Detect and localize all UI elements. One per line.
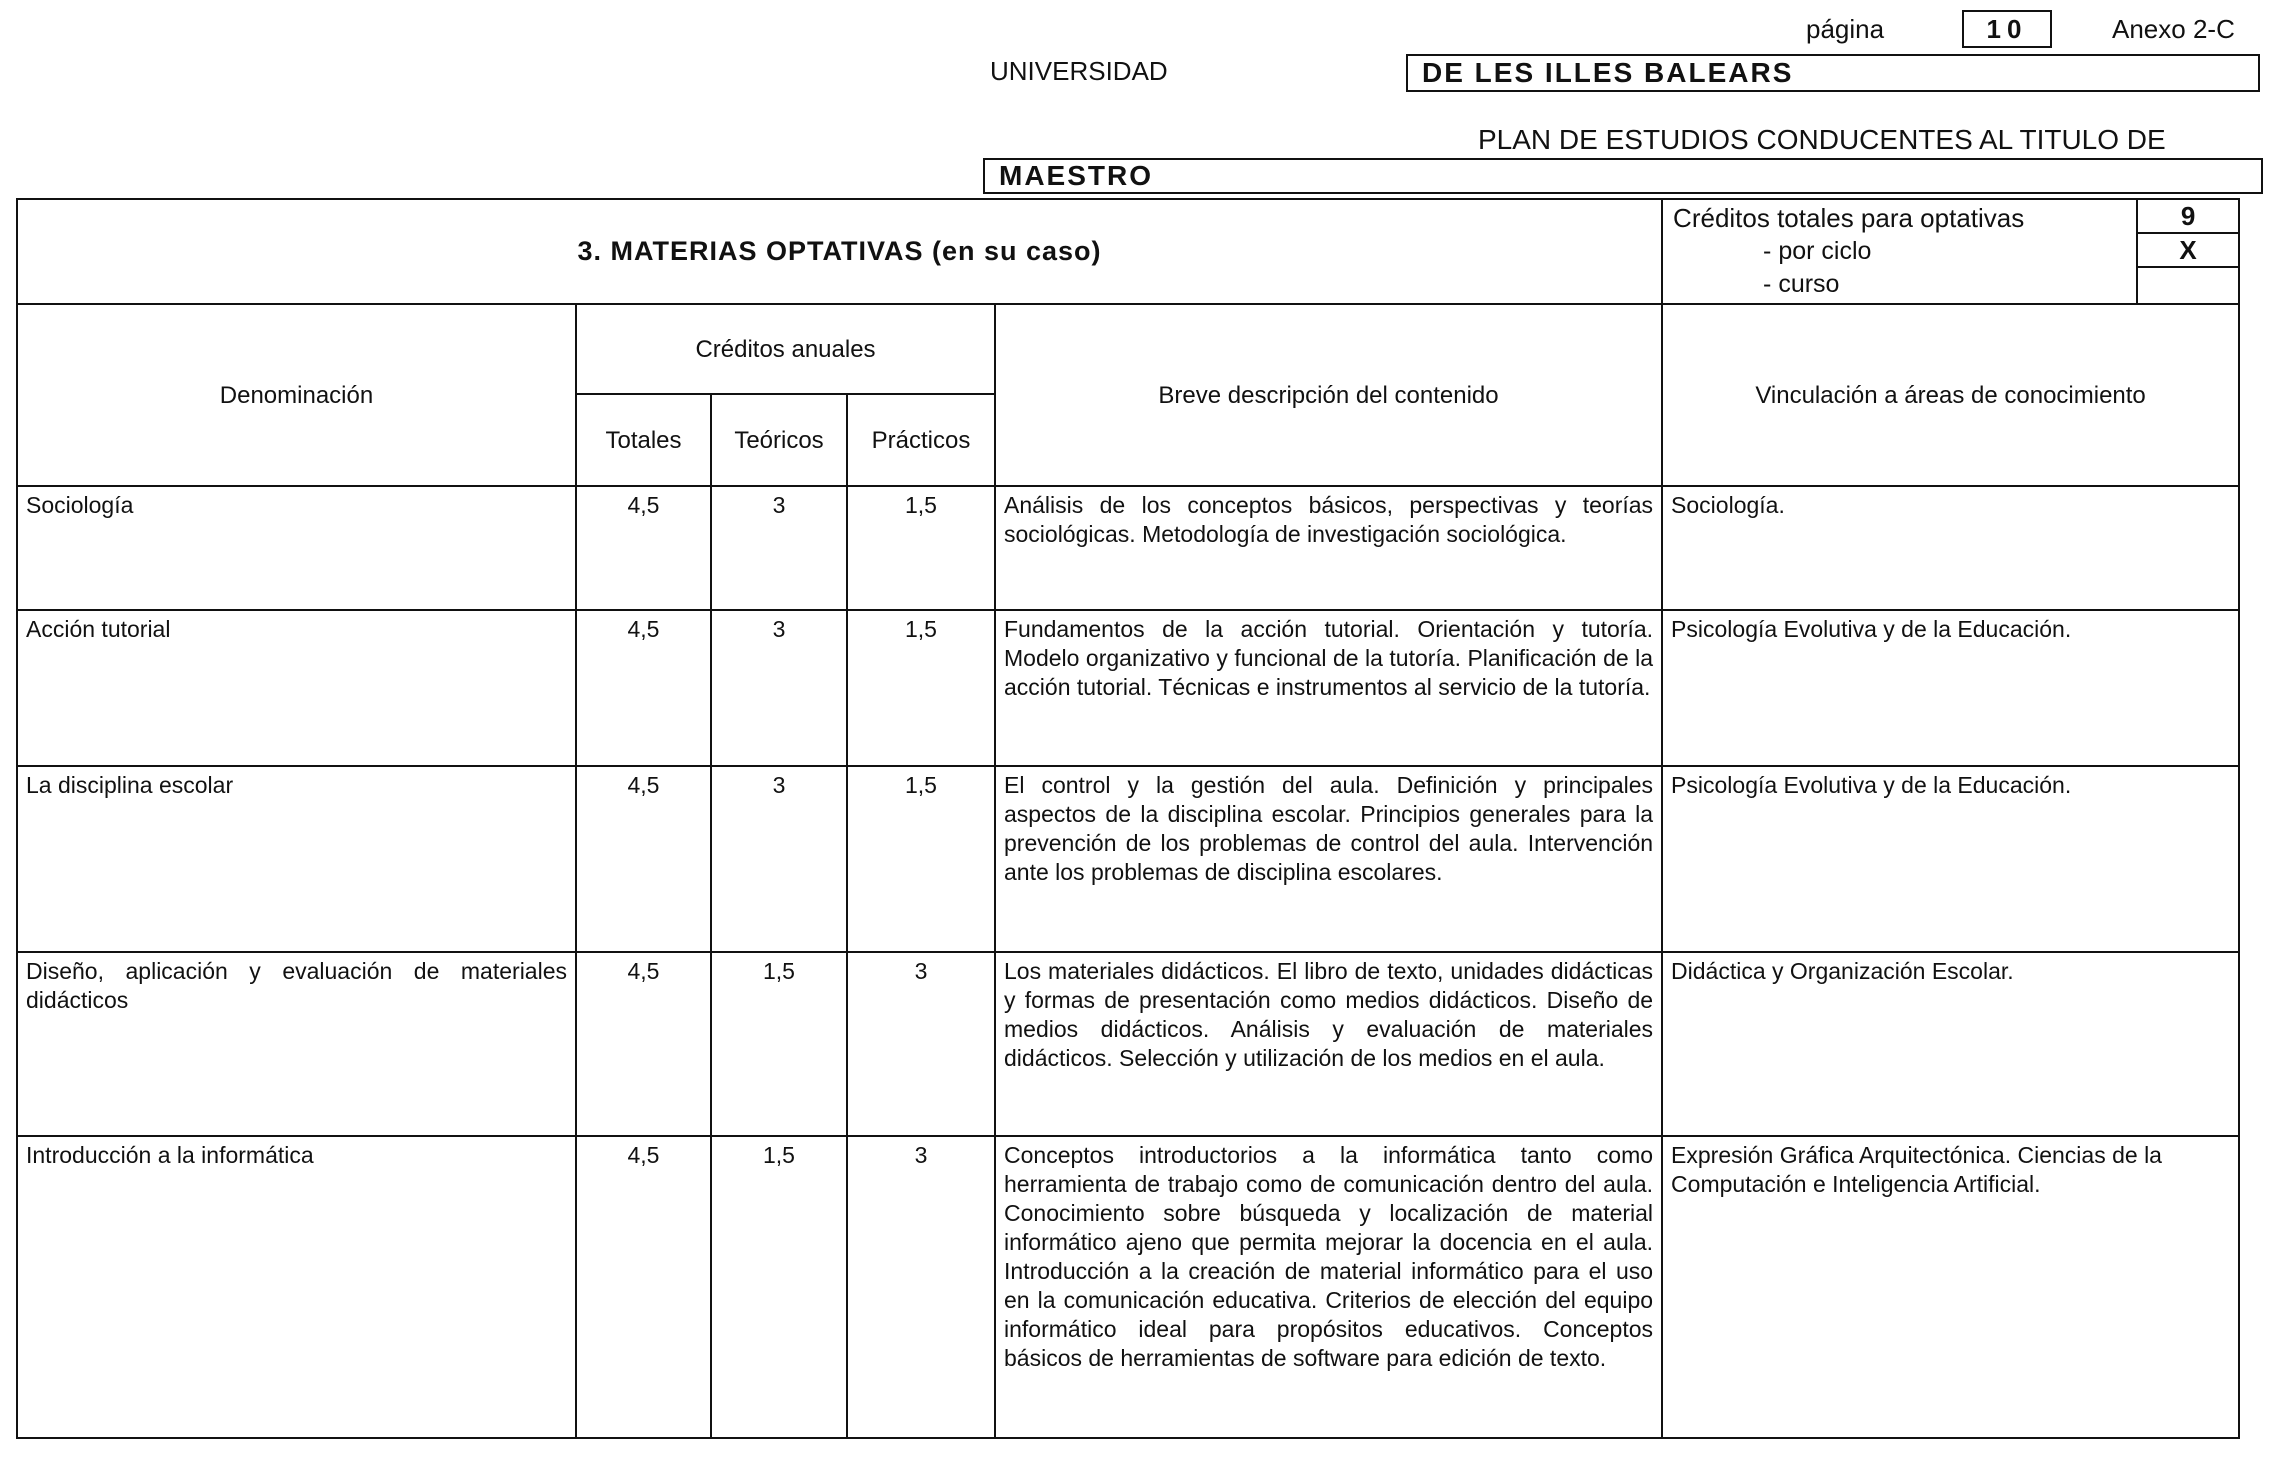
descripcion-cell: Los materiales didácticos. El libro de texto, unidades didácticas y formas de presentación como medios didácticos. Diseño de medios didácticos. Análisis y evaluación de materiales didácticos. Selección y utilización de los medios en el aula. xyxy=(995,952,1662,1136)
col-creditos-anuales: Créditos anuales xyxy=(576,304,995,394)
descripcion-cell: Fundamentos de la acción tutorial. Orientación y tutoría. Modelo organizativo y funcional de la tutoría. Planificación de la acción tutorial. Técnicas e instrumentos al servicio de la tutoría. xyxy=(995,610,1662,766)
totales-cell: 4,5 xyxy=(576,766,711,952)
creditos-totales-value: 9 xyxy=(2138,200,2238,234)
teoricos-cell: 3 xyxy=(711,486,847,610)
table-row xyxy=(17,766,2239,952)
creditos-totales-label: Créditos totales para optativas xyxy=(1673,203,2025,233)
totales-cell: 4,5 xyxy=(576,1136,711,1438)
descripcion-cell: Análisis de los conceptos básicos, perspectivas y teorías sociológicas. Metodología de investigación sociológica. xyxy=(995,486,1662,610)
teoricos-cell: 1,5 xyxy=(711,952,847,1136)
descripcion-cell: El control y la gestión del aula. Definición y principales aspectos de la disciplina escolar. Principios generales para la prevención de los problemas de control del aula. Intervención ante los problemas de disciplina escolares. xyxy=(995,766,1662,952)
denominacion-cell: Introducción a la informática xyxy=(17,1136,576,1438)
curso-value xyxy=(2138,268,2238,300)
denominacion-cell: Sociología xyxy=(17,486,576,610)
col-denominacion: Denominación xyxy=(17,304,576,486)
table-row xyxy=(17,952,2239,1136)
section-title: 3. MATERIAS OPTATIVAS (en su caso) xyxy=(17,199,1662,304)
col-practicos: Prácticos xyxy=(847,394,995,486)
vinculacion-cell: Psicología Evolutiva y de la Educación. xyxy=(1662,766,2239,952)
teoricos-cell: 3 xyxy=(711,610,847,766)
vinculacion-cell: Didáctica y Organización Escolar. xyxy=(1662,952,2239,1136)
teoricos-cell: 1,5 xyxy=(711,1136,847,1438)
vinculacion-cell: Expresión Gráfica Arquitectónica. Ciencias de la Computación e Inteligencia Artificial. xyxy=(1662,1136,2239,1438)
page-number-box: 10 xyxy=(1962,10,2052,48)
practicos-cell: 3 xyxy=(847,952,995,1136)
titulo-value: MAESTRO xyxy=(983,158,2263,194)
vinculacion-cell: Psicología Evolutiva y de la Educación. xyxy=(1662,610,2239,766)
col-vinculacion: Vinculación a áreas de conocimiento xyxy=(1662,304,2239,486)
denominacion-cell: Acción tutorial xyxy=(17,610,576,766)
table-row xyxy=(17,486,2239,610)
descripcion-cell: Conceptos introductorios a la informática tanto como herramienta de trabajo como de comunicación dentro del aula. Conocimiento sobre búsqueda y localización de material informático ajeno que permita mejorar la docencia en el aula. Introducción a la creación de material informático para el uso en la comunicación educativa. Criterios de elección del equipo informático ideal para propósitos educativos. Conceptos básicos de herramientas de software para edición de texto. xyxy=(995,1136,1662,1438)
plan-label: PLAN DE ESTUDIOS CONDUCENTES AL TITULO DE xyxy=(1478,124,2166,155)
anexo-label: Anexo 2-C xyxy=(2112,14,2235,44)
column-header-row-1 xyxy=(17,304,2239,394)
creditos-totales-box xyxy=(1662,199,2239,304)
practicos-cell: 1,5 xyxy=(847,766,995,952)
col-totales: Totales xyxy=(576,394,711,486)
practicos-cell: 3 xyxy=(847,1136,995,1438)
teoricos-cell: 3 xyxy=(711,766,847,952)
table-row xyxy=(17,610,2239,766)
totales-cell: 4,5 xyxy=(576,610,711,766)
col-teoricos: Teóricos xyxy=(711,394,847,486)
col-descripcion: Breve descripción del contenido xyxy=(995,304,1662,486)
denominacion-cell: Diseño, aplicación y evaluación de materiales didácticos xyxy=(17,952,576,1136)
pagina-label: página xyxy=(1806,14,1885,44)
materias-optativas-table xyxy=(16,198,2240,1439)
por-ciclo-value: X xyxy=(2138,234,2238,268)
totales-cell: 4,5 xyxy=(576,486,711,610)
practicos-cell: 1,5 xyxy=(847,486,995,610)
section-header-row xyxy=(17,199,2239,304)
por-ciclo-label: - por ciclo xyxy=(1763,237,1872,265)
universidad-value: DE LES ILLES BALEARS xyxy=(1406,54,2260,92)
vinculacion-cell: Sociología. xyxy=(1662,486,2239,610)
universidad-label: UNIVERSIDAD xyxy=(990,56,1168,86)
practicos-cell: 1,5 xyxy=(847,610,995,766)
table-row xyxy=(17,1136,2239,1438)
denominacion-cell: La disciplina escolar xyxy=(17,766,576,952)
totales-cell: 4,5 xyxy=(576,952,711,1136)
curso-label: - curso xyxy=(1763,270,1840,298)
